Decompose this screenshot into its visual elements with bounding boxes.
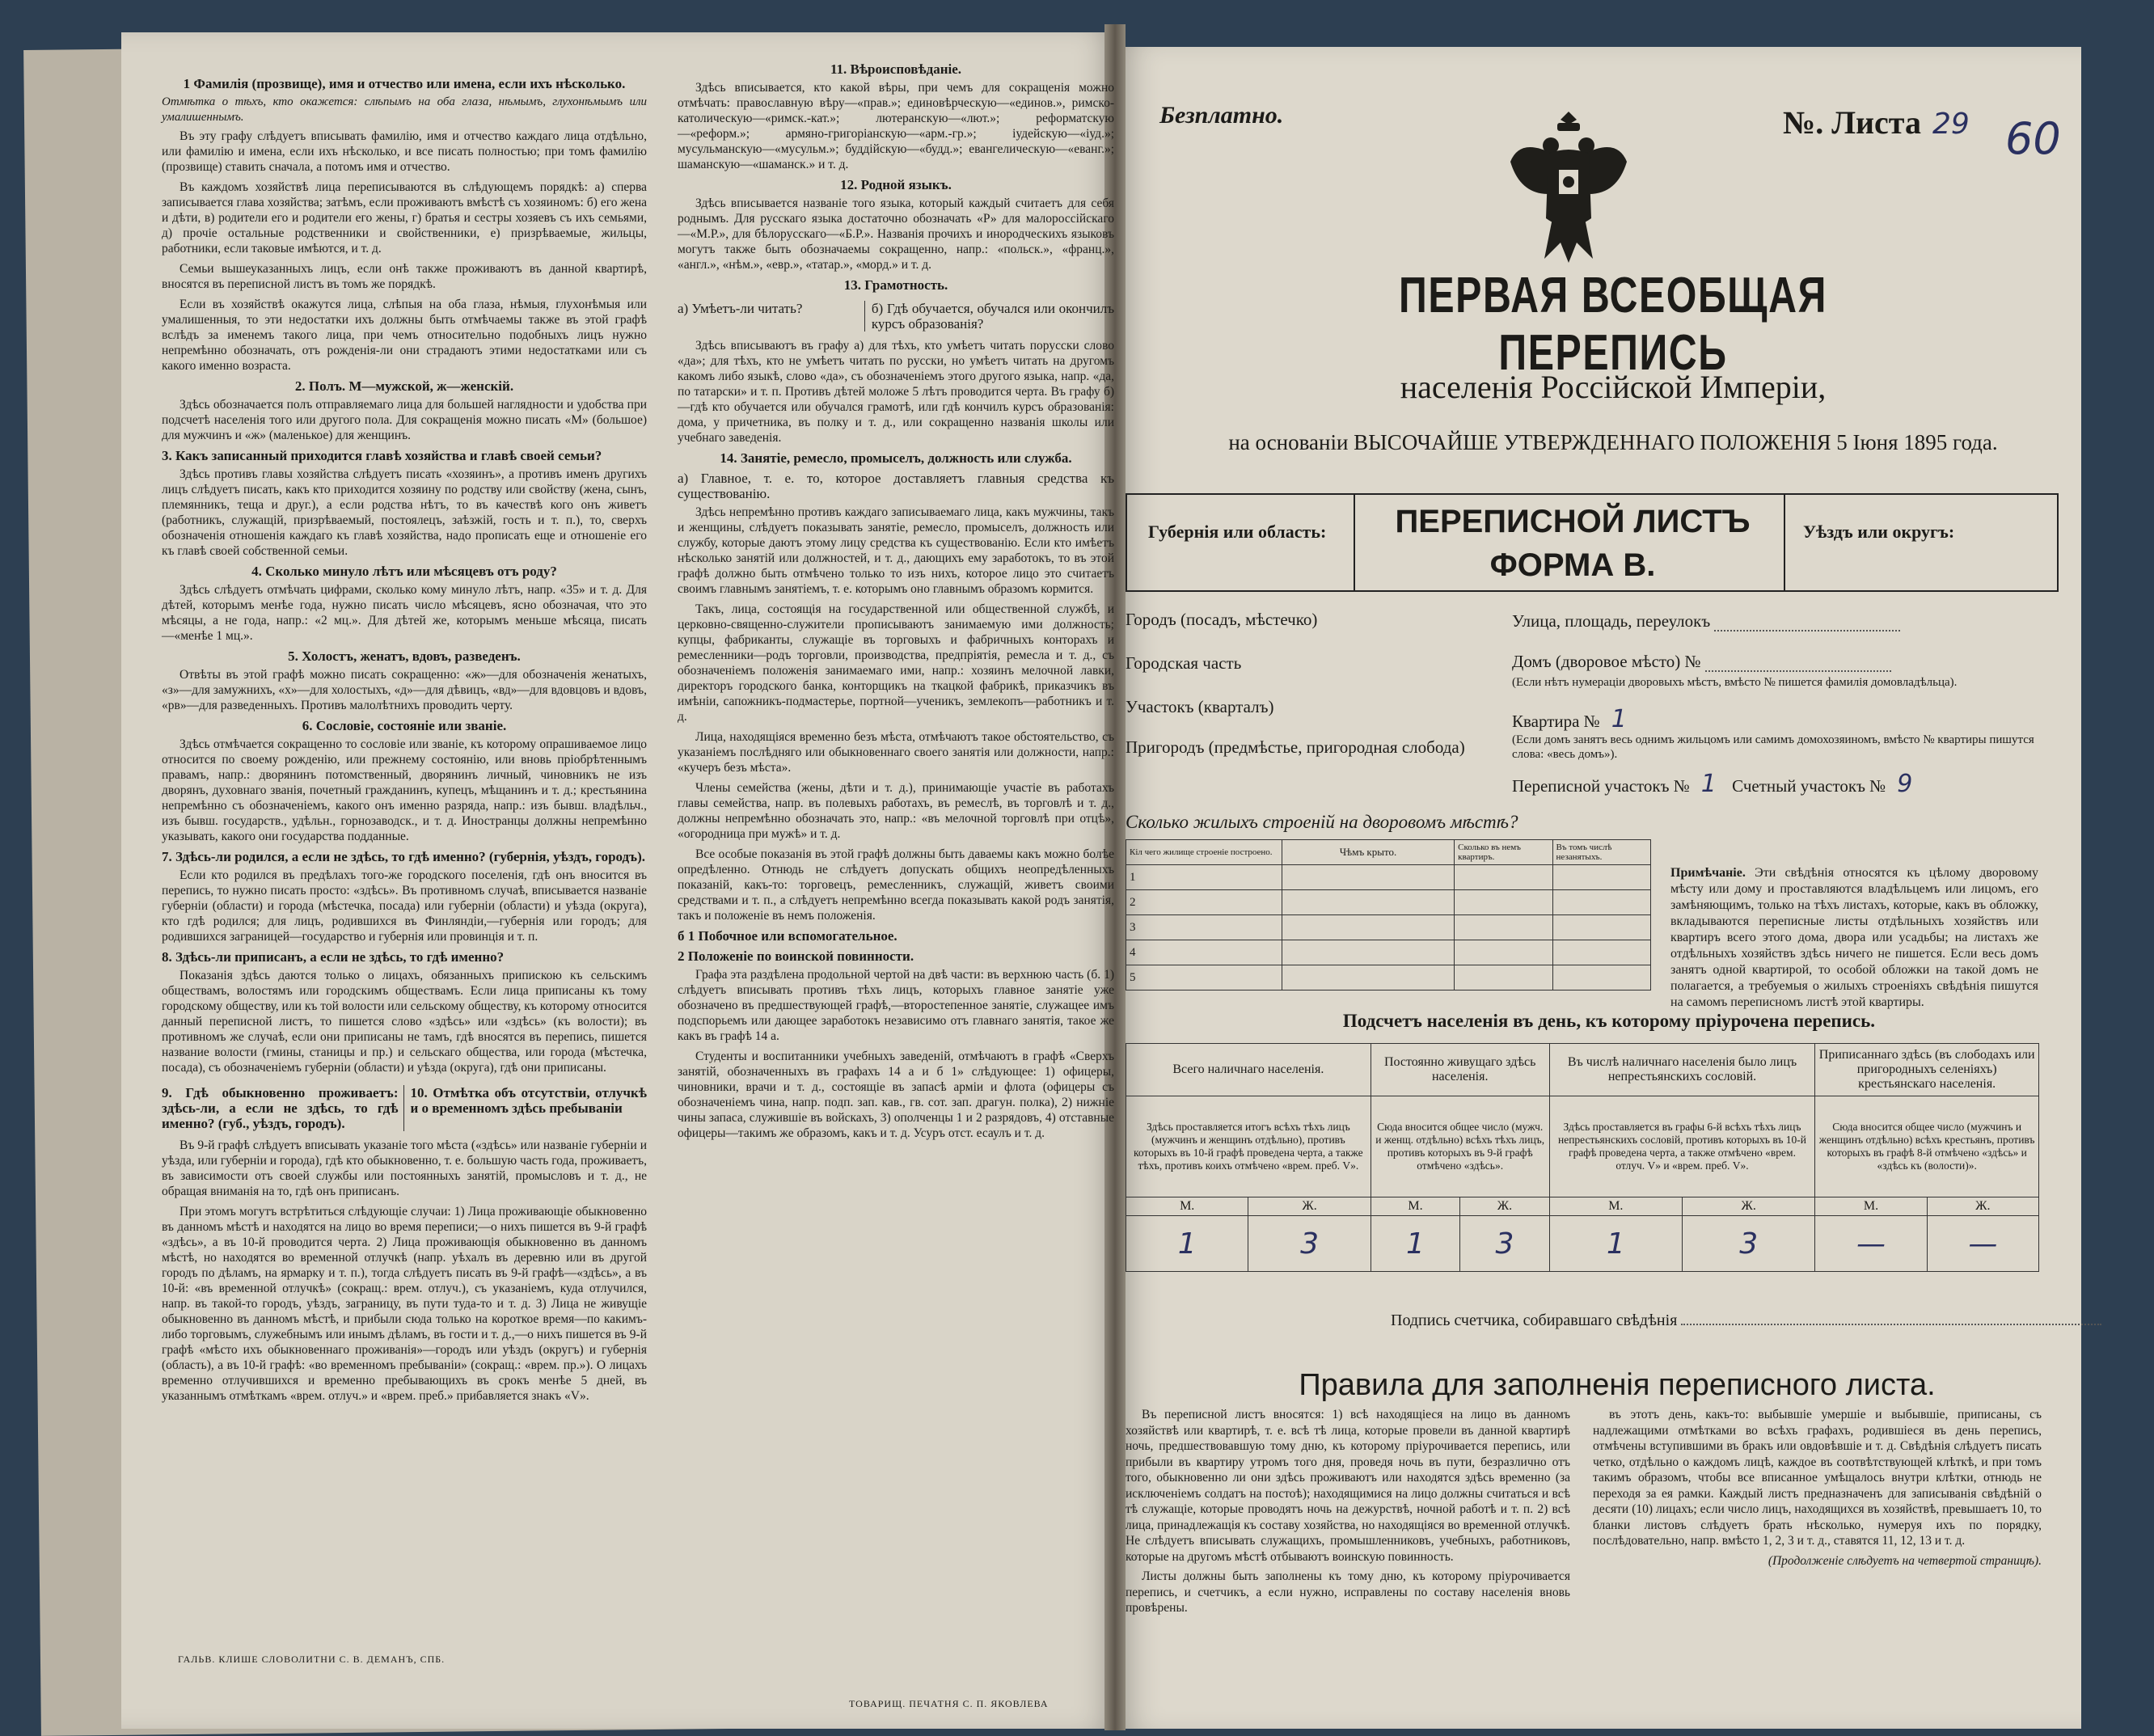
kvartira-value: 1 <box>1611 705 1627 733</box>
section-6-heading: 6. Сословіе, состояніе или званіе. <box>302 718 507 733</box>
male-header: М. <box>1371 1197 1459 1216</box>
rules-text: въ этотъ день, какъ-то: выбывшіе умершіе и выбывшіе, приписаны, съ надлежащими отмѣтками во всѣхъ графахъ, родившіеся въ день перепись, отмѣчены вступившими въ бракъ или овдовѣвшіе и т. д. Свѣдѣнія слѣдуетъ писать четко, отдѣльно о каждомъ лицѣ, каждое въ соотвѣтствующей клѣткѣ, и при томъ такимъ образомъ, чтобы все вписанное умѣщалось внутри клѣтки, отнюдь не переходя за ея рамки. Каждый листъ предназначенъ для записыванія свѣдѣній о десяти (10) лицахъ; если число лицъ, находящихся въ хозяйствѣ, превышаетъ 10, то бланки листовъ слѣдуетъ брать нѣсколько, нумеруя ихъ по порядку, послѣдовательно, напр. вмѣсто 1, 2, 3 и т. д., ставятся 11, 12, 13 и т. д. <box>1593 1408 2042 1548</box>
section-8-heading: 8. Здѣсь-ли приписанъ, а если не здѣсь, то гдѣ именно? <box>162 949 505 965</box>
table-row <box>1126 865 1651 890</box>
female-header: Ж. <box>1683 1197 1815 1216</box>
sheet-number <box>1783 103 1970 141</box>
header-divider <box>1784 493 1785 590</box>
pop-col-description: Здѣсь проставляется итогъ всѣхъ тѣхъ лицъ (мужчинъ и женщинъ отдѣльно), противъ которыхъ въ 10-й графѣ проведена черта, а также тѣхъ, противъ коихъ отмѣчено «врем. преб. V». <box>1126 1096 1371 1197</box>
pop-value: 3 <box>1683 1216 1815 1272</box>
uchastok-field <box>1126 697 1273 717</box>
gorod-chast-label: Городская часть <box>1126 653 1242 673</box>
ulitsa-label: Улица, площадь, переулокъ <box>1512 611 1711 631</box>
section-13-text: Здѣсь вписываютъ въ графу а) для тѣхъ, кто умѣетъ читать порусски слово «да»; для тѣхъ, кто не умѣетъ читать по русски, но умѣетъ читать на другомъ какомъ либо языкѣ, слово «да», съ обозначеніемъ этого другого языка, напр. «да, по татарски» и т. п. Противъ дѣтей моложе 5 лѣтъ проводится черта. Въ графу б)—гдѣ кто обучается или обучался грамотѣ, или гдѣ кончилъ курсъ образованія: дома, у причетника, въ полку и т. д., или сокращенно названія школы или учебнаго заведенія. <box>678 339 1114 445</box>
section-14-text: Такъ, лица, состоящія на государственной или общественной службѣ, и церковно-священно-служители прописываютъ занимаемую ими должность; купцы, фабриканты, служащіе въ торговыхъ и фабричныхъ конторахъ и ремесленники—родъ торговли, производства, предпріятія, ремесла и т. д., съ обозначеніемъ положенія занимаемаго ими, напр.: хозяинъ мелочной лавки, директоръ городского банка, конторщикъ на ткацкой фабрикѣ, приказчикъ въ имѣніи, сапожникъ-подмастерье, портной—ученикъ, землекопъ—работникъ и т. д. <box>678 602 1114 724</box>
perepisnoy-uchastok-value: 1 <box>1700 770 1717 798</box>
rules-continued: (Продолженіе слѣдуетъ на четвертой страницѣ). <box>1768 1553 2042 1568</box>
pop-col-description: Сюда вносится общее число (мужчинъ и женщинъ отдѣльно) всѣхъ крестьянъ, противъ которыхъ въ графѣ 8-й отмѣчено «здѣсь» и «здѣсь къ (волости)». <box>1815 1096 2039 1197</box>
gorod-chast-field <box>1126 653 1241 674</box>
signature-label: Подпись счетчика, собиравшаго свѣдѣнія <box>1391 1312 1678 1329</box>
section-4-text: Здѣсь слѣдуетъ отмѣчать цифрами, сколько кому минуло лѣтъ, напр. «35» и т. д. Для дѣтей, которымъ менѣе года, нужно писать число мѣсяцевъ, ясно обозначая, что это мѣсяцы, а не года, напр.: «2 мц.». Для дѣтей же, которымъ меньше мѣсяца, писать—«менѣе 1 мц.». <box>162 583 647 643</box>
section-14b2-heading: 2 Положеніе по воинской повинности. <box>678 948 914 964</box>
section-14-text: Графа эта раздѣлена продольной чертой на двѣ части: въ верхнюю часть (б. 1) слѣдуетъ вписывать противъ тѣхъ лицъ, которыхъ главное занятіе уже обозначено въ предшествующей графѣ,—второстепенное занятіе, служащее имъ подспорьемъ или дающее заработокъ независимо отъ главнаго занятія, такое же какъ въ графѣ 14 а. <box>678 968 1114 1043</box>
printer-note-center: ТОВАРИЩ. ПЕЧАТНЯ С. П. ЯКОВЛЕВА <box>849 1698 1049 1709</box>
section-2-text: Здѣсь обозначается полъ отправляемаго лица для большей наглядности и удобства при подсчетѣ населенія того или другого пола. Для сокращенія можно писать «М» (большое) для мужчинъ и «ж» (маленькое) для женщинъ. <box>162 398 647 442</box>
female-header: Ж. <box>1927 1197 2038 1216</box>
kvartira-label: Квартира № <box>1512 712 1600 731</box>
rules-text: Въ переписной листъ вносятся: 1) всѣ находящіеся на лицо въ данномъ хозяйствѣ или квартирѣ, т. е. всѣ тѣ лица, которые провели въ данной квартирѣ ночь, предшествовавшую тому дню, къ которому пріурочивается перепись, или прибыли въ квартиру утромъ того дня, проведя ночь въ пути, безразлично отъ того, обыкновенно ли они здѣсь проживаютъ или находятся здѣсь временно (за исключеніемъ солдатъ на постоѣ); находящимися на лицо должны считаться и всѣ тѣ служащіе, которые проводятъ ночь на дежурствѣ, ночной работѣ и т. п. 2) всѣ лица, принадлежащія къ составу хозяйства, но находящіяся во временной отлучкѣ. Не слѣдуетъ вписывать служащихъ, промышленниковъ, учебныхъ, работниковъ, которые на другомъ мѣстѣ отбываютъ воинскую повинность. <box>1126 1408 1570 1564</box>
enumerator-signature <box>1391 1312 2101 1330</box>
left-column-1 <box>162 71 647 1409</box>
buildings-col-header: Кіл чего жилище строеніе построено. <box>1126 840 1282 865</box>
buildings-col-header: Чѣмъ крыто. <box>1282 840 1454 865</box>
uchastok-label: Участокъ (кварталъ) <box>1126 697 1274 716</box>
section-5-text: Отвѣты въ этой графѣ можно писать сокращенно: «ж»—для обозначенія женатыхъ, «з»—для замужнихъ, «х»—для холостыхъ, «д»—для дѣвицъ, «вд»—для вдовцовъ и вдовъ, «рв»—для разведенныхъ. Противъ малолѣтнихъ проводить черту. <box>162 668 647 712</box>
row-number: 3 <box>1126 915 1282 940</box>
rules-text: Листы должны быть заполнены къ тому дню, къ которому пріурочивается перепись, и счетчикъ, а если нужно, исправлены по составу населенія вновь провѣрены. <box>1126 1569 1570 1615</box>
section-10-heading: 10. Отмѣтка объ отсутствіи, отлучкѣ и о временномъ здѣсь пребываніи <box>410 1085 647 1116</box>
sheet-form-line: ФОРМА В. <box>1489 547 1656 583</box>
left-column-2 <box>678 57 1114 1146</box>
table-row <box>1126 890 1651 915</box>
pop-value: — <box>1927 1216 2038 1272</box>
sheet-number-value: 29 <box>1932 108 1970 141</box>
section-5-heading: 5. Холостъ, женатъ, вдовъ, разведенъ. <box>288 648 521 664</box>
section-8-text: Показанія здѣсь даются только о лицахъ, обязанныхъ припискою къ сельскимъ обществамъ, волостямъ или городскимъ обществамъ. Если лица приписаны къ тому городскому обществу, или къ той волости или сельскому обществу, къ которому относится данный переписной листъ, то пишется слово «здѣсь» или «здѣсь» (къ волости); въ противномъ же случаѣ, если они приписаны не тамъ, гдѣ вносятся въ перепись, пишется название волости (гмины, станицы и пр.) и сельскаго общества, или города (мѣстечка, посада), съ обозначеніемъ губерніи (области) и уѣзда (округа), гдѣ они приписаны. <box>162 969 647 1075</box>
margin-handwritten-number: 60 <box>2005 113 2061 164</box>
section-1-text: Семьи вышеуказанныхъ лицъ, если онѣ также проживаютъ въ данной квартирѣ, вносятся въ переписной листъ въ томъ же порядкѣ. <box>162 262 647 291</box>
pop-col-description: Здѣсь проставляется въ графы 6-й всѣхъ тѣхъ лицъ непрестьянскихъ сословій, противъ которыхъ въ 10-й графѣ проведена черта, а также отмѣчено «врем. отлуч. V» и «врем. преб. V». <box>1549 1096 1815 1197</box>
section-2-heading: 2. Полъ. М—мужской, ж—женскій. <box>294 378 514 394</box>
kvartira-note: (Если домъ занятъ весь однимъ жильцомъ или самимъ домохозяиномъ, вмѣсто № квартиры пишутся слова: «весь домъ»). <box>1512 733 2034 761</box>
section-3-text: Здѣсь противъ главы хозяйства слѣдуетъ писать «хозяинъ», а противъ именъ другихъ лицъ слѣдуетъ писать, какъ кто приходится хозяину по родству или свойству (жена, сынъ, племянникъ, теща и друг.), а если родства нѣтъ, то въ качествѣ кого онъ живетъ (работникъ, служащій, призрѣваемый, постоялецъ, заѣзжій, гость и т. п.), то, сверхъ обозначенія отношенія каждаго къ главѣ хозяйства, надо прописать еще и отношеніе его къ главѣ своей собственной семьи. <box>162 467 647 558</box>
section-7-heading: 7. Здѣсь-ли родился, а если не здѣсь, то гдѣ именно? (губернія, уѣздъ, городъ). <box>162 849 645 864</box>
male-header: М. <box>1815 1197 1927 1216</box>
gubernia-label: Губернія или область: <box>1148 522 1327 542</box>
section-14-text: Члены семейства (жены, дѣти и т. д.), принимающіе участіе въ работахъ главы семейства, напр. въ полевыхъ работахъ, въ ремеслѣ, въ торговлѣ и т. д., должны непремѣнно обозначать это, напр.: «въ мелочной торговлѣ при отцѣ», «огородница при мужѣ» и т. д. <box>678 781 1114 841</box>
pop-value: 1 <box>1549 1216 1682 1272</box>
section-14-text: Студенты и воспитанники учебныхъ заведеній, отмѣчаютъ в графѣ «Сверхъ занятій, обозначенныхъ въ графахъ 14 а и б 1» слѣдующее: 1) офицеры, чиновники, врачи и т. д., состоящіе въ запасѣ арміи и флота (офицеры съ обозначеніемъ чина, напр. подп. зап. кав., гв. сот. зап. драгун. полка), 2) нижніе чины запаса, служившіе въ войскахъ, 3) ополченцы 1 и 2 разрядовъ, 4) отставные офицеры—такимъ же образомъ, какъ и т. д. Усуръ отст. есаулъ и т. д. <box>678 1050 1114 1140</box>
row-number: 2 <box>1126 890 1282 915</box>
section-13a-heading: а) Умѣетъ-ли читать? <box>678 301 865 332</box>
section-4-heading: 4. Сколько минуло лѣтъ или мѣсяцевъ отъ роду? <box>251 564 557 579</box>
row-number: 4 <box>1126 940 1282 965</box>
section-9-heading: 9. Гдѣ обыкновенно проживаетъ: здѣсь-ли, а если не здѣсь, то гдѣ именно? (губ., уѣздъ, городъ). <box>162 1085 404 1131</box>
section-12-text: Здѣсь вписывается названіе того языка, который каждый считаетъ для себя роднымъ. Для русскаго языка достаточно обозначать «Р» для малороссійскаго—«М.Р.», для бѣлорусскаго—«Б.Р.». Названія прочихъ и инородческихъ языковъ могутъ также быть обозначаемы сокращенно, напр.: «польск.», «франц.», «англ.», «нѣм.», «евр.», «татар.», «морд.» и т. д. <box>678 196 1114 272</box>
header-divider <box>1354 493 1355 590</box>
gorod-label: Городъ (посадъ, мѣстечко) <box>1126 610 1318 629</box>
section-1-text: Въ каждомъ хозяйствѣ лица переписываются въ слѣдующемъ порядкѣ: а) сперва записывается глава хозяйства; затѣмъ, если проживаютъ вмѣстѣ съ хозяиномъ: б) его жена и дѣти, в) родители его и родители его жены, г) братья и сестры хозяевъ съ ихъ семьями, д) прочіе остальные родственники и свойственники, е) призрѣваемые, жильцы, работники, если таковые имѣются, и т. д. <box>162 180 647 256</box>
population-count-heading: Подсчетъ населенія въ день, къ которому пріурочена перепись. <box>1342 1011 1876 1031</box>
rules-title: Правила для заполненія переписного листа. <box>1299 1368 1936 1402</box>
section-14-heading: 14. Занятіе, ремесло, промыселъ, должность или служба. <box>720 450 1072 466</box>
pop-value: — <box>1815 1216 1927 1272</box>
section-1-text: Въ эту графу слѣдуетъ вписывать фамилію, имя и отчество каждаго лица отдѣльно, или фамилію и имена, если ихъ нѣсколько, и все писать полностью; при томъ фамилію (прозвище) ставить сначала, а потомъ имя и отчество. <box>162 129 647 174</box>
printer-note-left: ГАЛЬВ. КЛИШЕ СЛОВОЛИТНИ С. В. ДЕМАНЪ, СПБ. <box>178 1654 446 1665</box>
section-13b-heading: б) Гдѣ обучается, обучался или окончилъ курсъ образованія? <box>871 301 1114 332</box>
schetny-uchastok-label: Счетный участокъ № <box>1732 776 1886 796</box>
male-header: М. <box>1126 1197 1248 1216</box>
table-row <box>1126 965 1651 990</box>
section-9-text: При этомъ могутъ встрѣтиться слѣдующіе случаи: 1) Лица проживающіе обыкновенно въ данномъ мѣстѣ и находятся на лицо во время переписи;—о нихъ пишется въ 9-й графѣ «здѣсь», а въ 10-й проводится черта. 2) Лица проживающія обыкновенно въ данномъ мѣстѣ, но находятся во временной отлучкѣ (напр. уѣхалъ въ деревню или въ другой городъ по дѣламъ, на ярмарку и т. п.), тогда слѣдуетъ писать въ 9-й графѣ—«здѣсь», а въ 10-й: «въ временной отлучкѣ» (сокращ.: врем. отлуч.), съ указаніемъ, куда отлучился, напр. въ такой-то городъ, уѣздъ, заграницу, въ пути туда-то и т. д. 3) Лица не живущіе обыкновенно въ данномъ мѣстѣ, и прибыли сюда только на короткое время—по какимъ-либо торговымъ, служебнымъ или инымъ дѣламъ, въ гости и т. д.,—о нихъ пишется въ 9-й графѣ «мѣсто ихъ обыкновеннаго проживанія»—городъ или уѣздъ (округъ) и губернія (область), а въ 10-й графѣ: «во временномъ пребываніи» (сокращ.: «врем. пр.»). О лицахъ временно отлучившихся и временно пребывающихъ въ срокъ менѣе 5 дней, въ указаннымъ отмѣткамъ «врем. отлуч.» и «врем. преб.» прибавляется знакъ «V». <box>162 1205 647 1403</box>
pop-value: 1 <box>1371 1216 1459 1272</box>
section-14-text: Лица, находящіяся временно безъ мѣста, отмѣчаютъ такое обстоятельство, съ указаніемъ послѣдняго или обыкновеннаго своего занятія или должности, напр.: «кучеръ безъ мѣста». <box>678 730 1114 775</box>
section-12-heading: 12. Родной языкъ. <box>840 177 952 192</box>
section-13-heading: 13. Грамотность. <box>843 277 948 293</box>
census-title: ПЕРВАЯ ВСЕОБЩАЯ ПЕРЕПИСЬ <box>1399 268 1827 381</box>
row-number: 1 <box>1126 865 1282 890</box>
pop-value: 1 <box>1126 1216 1248 1272</box>
prigorod-label: Пригородъ (предмѣстье, пригородная слобода) <box>1126 737 1465 757</box>
rules-column-1 <box>1126 1407 1570 1620</box>
row-number: 5 <box>1126 965 1282 990</box>
male-header: М. <box>1549 1197 1682 1216</box>
kvartira-field <box>1512 705 1638 733</box>
section-14-text: Все особые показанія въ этой графѣ должны быть даваемы какъ можно болѣе опредѣленно. Отнюдь не слѣдуетъ допускать общихъ неопредѣленныхъ показаній, какъ-то: торговецъ, ремесленникъ, служащій, живетъ своими средствами и т. п., а слѣдуетъ непремѣнно всегда показывать какой родъ занятія, такъ и положеніе въ немъ положенія. <box>678 847 1114 923</box>
pop-col-header: Всего наличнаго населенія. <box>1126 1044 1371 1096</box>
section-7-text: Если кто родился въ предѣлахъ того-же городского поселенія, гдѣ онъ вносится въ перепись, то нужно писать просто: «здѣсь». Въ противномъ случаѣ, вписывается названіе губерніи (области) и города (мѣстечка, посада) или губерніи (области) и уѣзда (округа), кто гдѣ родился; для лицъ, родившихся въ Финляндіи,—губернія или городъ; для родившихся заграницей—государство и губернія или провинція и т. п. <box>162 868 647 944</box>
female-header: Ж. <box>1248 1197 1371 1216</box>
schetny-uchastok-value: 9 <box>1897 770 1913 798</box>
table-row <box>1126 940 1651 965</box>
ulitsa-field <box>1512 611 1900 631</box>
free-label: Безплатно. <box>1159 102 1284 129</box>
perepisnoy-uchastok-field <box>1512 770 1924 798</box>
section-14-text: Здѣсь непремѣнно противъ каждаго записываемаго лица, какъ мужчины, такъ и женщины, слѣдуетъ показывать занятіе, ремесло, промыселъ, должность или службу, которые даютъ этому лицу средства къ существованію. Если кто имѣетъ нѣсколько занятій или должностей, и т. д., дающихъ ему заработокъ, то въ этой графѣ должно быть отмѣчено только то изъ нихъ, которое лицо это считаетъ своимъ главнымъ занятіемъ, т. е. которымъ оно главнымъ образомъ кормится. <box>678 505 1114 596</box>
buildings-col-header: Сколько въ немъ квартиръ. <box>1455 840 1552 865</box>
pop-col-description: Сюда вносится общее число (мужч. и женщ. отдѣльно) всѣхъ тѣхъ лицъ, противъ которыхъ въ 9-й графѣ отмѣчено «здѣсь». <box>1371 1096 1549 1197</box>
dom-note: (Если нѣтъ нумераціи дворовыхъ мѣстъ, вмѣсто № пишется фамилія домовладѣльца). <box>1512 676 1958 689</box>
rules-column-2 <box>1593 1407 2042 1573</box>
gorod-field <box>1126 610 1317 630</box>
pop-value: 3 <box>1248 1216 1371 1272</box>
census-subtitle: населенія Россійской Имперіи, <box>1400 369 1827 405</box>
pop-value: 3 <box>1460 1216 1549 1272</box>
table-row <box>1126 915 1651 940</box>
census-basis: на основаніи ВЫСОЧАЙШЕ УТВЕРЖДЕННАГО ПОЛОЖЕНІЯ 5 Іюня 1895 года. <box>1228 430 1998 454</box>
perepisnoy-uchastok-label: Переписной участокъ № <box>1512 776 1690 796</box>
section-11-heading: 11. Вѣроисповѣданіе. <box>830 61 962 77</box>
section-11-text: Здѣсь вписывается, кто какой вѣры, при чемъ для сокращенія можно отмѣчать: православную вѣру—«прав.»; единовѣрческую—«единов.», римско-католическую—«римск.-кат.»; лютеранскую—«лют.»; реформатскую—«реформ.»; армяно-григоріанскую—«арм.-гр.»; іудейскую—«іуд.»; мусульманскую—«мусульм.»; буддійскую—«будд.»; евангелическую—«еванг.»; шаманскую—«шаманск.» и т. д. <box>678 81 1114 171</box>
section-14b-heading: б 1 Побочное или вспомогательное. <box>678 928 898 944</box>
buildings-table <box>1126 839 1651 990</box>
population-table <box>1126 1043 2039 1272</box>
buildings-note <box>1670 865 2038 1011</box>
section-6-text: Здѣсь отмѣчается сокращенно то сословіе или званіе, къ которому опрашиваемое лицо относится по своему рожденію, или прежнему состоянію, или вновь пріобрѣтеннымъ правамъ, напр.: дворянинъ потомственный, дворянинъ личный, чиновникъ не изъ дворянъ, духовнаго званія, почетный гражданинъ, купецъ, мѣщанинъ и т. д.; крестьянина непремѣнно съ обозначеніемъ, какого онъ именно разряда, напр.: изъ бывш. владѣльч., изъ бывш. государств., удѣльн., горнозаводск., и т. д. Иностранцы должны непремѣнно указывать, какого они государства подданные. <box>162 737 647 843</box>
prigorod-field <box>1126 737 1465 758</box>
double-headed-eagle-emblem <box>1504 105 1633 267</box>
table-row <box>1126 1216 2039 1272</box>
sheet-title-line: ПЕРЕПИСНОЙ ЛИСТЪ <box>1395 504 1751 539</box>
pop-col-header: Постоянно живущаго здѣсь населенія. <box>1371 1044 1549 1096</box>
note-text: Эти свѣдѣнія относятся къ цѣлому дворовому мѣсту или дому и проставляются владѣльцемъ или лицомъ, его замѣняющимъ, только на тѣхъ листахъ, которые, какъ въ обложку, вкладываются переписные листы отдѣльныхъ хозяйствъ или квартиръ всего этого дома, двора или усадьбы; на листахъ же отдѣльныхъ хозяйствъ здѣсь ничего не пишется. Если весь домъ занятъ одной квартирой, то особой обложки на такой домъ не полагается, а требуемыя о жилыхъ строеніяхъ свѣдѣнія пишутся на самомъ переписномъ листѣ этой квартиры. <box>1670 866 2038 1009</box>
pop-col-header: Приписаннаго здѣсь (въ слободахъ или пригородныхъ селеніяхъ) крестьянскаго населенія. <box>1815 1044 2039 1096</box>
sheet-number-label: №. Листа <box>1783 104 1921 141</box>
female-header: Ж. <box>1460 1197 1549 1216</box>
section-1-heading: 1 Фамилія (прозвище), имя и отчество или имена, если ихъ нѣсколько. <box>183 76 626 91</box>
uezd-label: Уѣздъ или округъ: <box>1803 522 1955 542</box>
section-1-subheading: Отмѣтка о тѣхъ, кто окажется: слѣпымъ на оба глаза, нѣмымъ, глухонѣмымъ или умалишеннымъ. <box>162 95 647 124</box>
section-14a-heading: а) Главное, т. е. то, которое доставляетъ главныя средства къ существованію. <box>678 471 1114 501</box>
section-3-heading: 3. Какъ записанный приходится главѣ хозяйства и главѣ своей семьи? <box>162 448 602 463</box>
section-9-text: Въ 9-й графѣ слѣдуетъ вписывать указаніе того мѣста («здѣсь» или названіе губерніи и уѣзда, или губерніи и города), гдѣ кто обыкновенно, т. е. большую часть года, проживаетъ, въ зависимости отъ своей службы или постоянныхъ занятій, промысловъ и т. д., не обращая вниманія на то, гдѣ онъ приписанъ. <box>162 1138 647 1198</box>
dom-field <box>1512 652 1891 672</box>
note-label: Примѣчаніе. <box>1670 866 1746 880</box>
dom-label: Домъ (дворовое мѣсто) № <box>1512 652 1701 671</box>
sheet-form-title <box>1362 500 1783 587</box>
section-1-text: Если въ хозяйствѣ окажутся лица, слѣпыя на оба глаза, нѣмыя, глухонѣмыя или умалишенныя, то эти недостатки ихъ должны быть отмѣчаемы также въ этой графѣ вслѣдъ за именемъ такого лица, при чемъ относительно подобныхъ лицъ нужно непремѣнно обозначать, отъ рожденія-ли они страдаютъ этими недостатками или съ какого именно возраста. <box>162 298 647 373</box>
pop-col-header: Въ числѣ наличнаго населенія было лицъ непрестьянскихъ сословій. <box>1549 1044 1815 1096</box>
buildings-question: Сколько жилыхъ строеній на дворовомъ мѣстѣ? <box>1126 812 1518 832</box>
buildings-col-header: Въ томъ числѣ незанятыхъ. <box>1552 840 1650 865</box>
